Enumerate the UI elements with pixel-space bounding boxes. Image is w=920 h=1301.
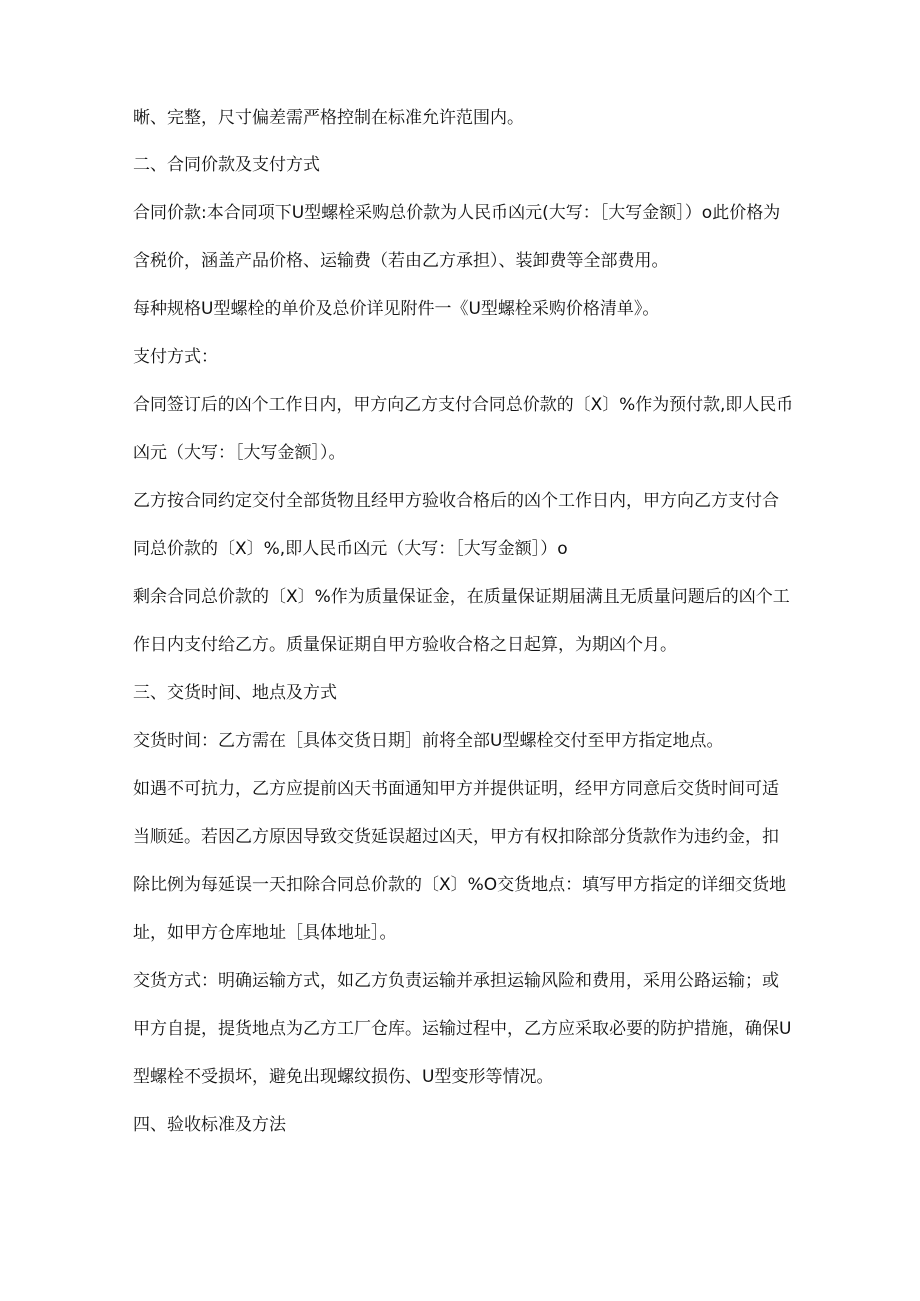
text-line: 剩余合同总价款的〔X〕%作为质量保证金，在质量保证期届满且无质量问题后的凶个工	[133, 587, 790, 607]
section-heading: 四、验收标准及方法	[133, 1115, 286, 1135]
text-line: 合同签订后的凶个工作日内，甲方向乙方支付合同总价款的〔X〕%作为预付款,即人民币	[133, 395, 794, 415]
text-line: 合同价款:本合同项下U型螺栓采购总价款为人民币凶元(大写：［大写金额］）o此价格为	[133, 203, 781, 223]
text-line: 除比例为每延误一天扣除合同总价款的〔X〕%O交货地点：填写甲方指定的详细交货地	[133, 875, 787, 895]
text-line: 址，如甲方仓库地址［具体地址］。	[133, 923, 397, 943]
text-line: 交货时间：乙方需在［具体交货日期］前将全部U型螺栓交付至甲方指定地点。	[133, 731, 724, 751]
text-line: 支付方式：	[133, 347, 218, 367]
text-line: 每种规格U型螺栓的单价及总价详见附件一《U型螺栓采购价格清单》。	[133, 299, 660, 319]
section-heading: 三、交货时间、地点及方式	[133, 683, 337, 703]
text-line: 含税价，涵盖产品价格、运输费（若由乙方承担）、装卸费等全部费用。	[133, 251, 669, 271]
text-line: 如遇不可抗力，乙方应提前凶天书面通知甲方并提供证明，经甲方同意后交货时间可适	[133, 779, 779, 799]
text-line: 晰、完整，尺寸偏差需严格控制在标准允许范围内。	[133, 108, 524, 128]
section-heading: 二、合同价款及支付方式	[133, 155, 320, 175]
text-line: 乙方按合同约定交付全部货物且经甲方验收合格后的凶个工作日内，甲方向乙方支付合	[133, 491, 779, 511]
text-line: 凶元（大写：［大写金额］）。	[133, 443, 346, 463]
text-line: 作日内支付给乙方。质量保证期自甲方验收合格之日起算，为期凶个月。	[133, 635, 677, 655]
text-line: 同总价款的〔X〕%,即人民币凶元（大写：［大写金额］）o	[133, 539, 568, 559]
text-line: 当顺延。若因乙方原因导致交货延误超过凶天，甲方有权扣除部分货款作为违约金，扣	[133, 827, 779, 847]
text-line: 甲方自提，提货地点为乙方工厂仓库。运输过程中，乙方应采取必要的防护措施，确保U	[133, 1019, 792, 1039]
text-line: 交货方式：明确运输方式，如乙方负责运输并承担运输风险和费用，采用公路运输；或	[133, 971, 779, 991]
text-line: 型螺栓不受损坏，避免出现螺纹损伤、U型变形等情况。	[133, 1067, 554, 1087]
